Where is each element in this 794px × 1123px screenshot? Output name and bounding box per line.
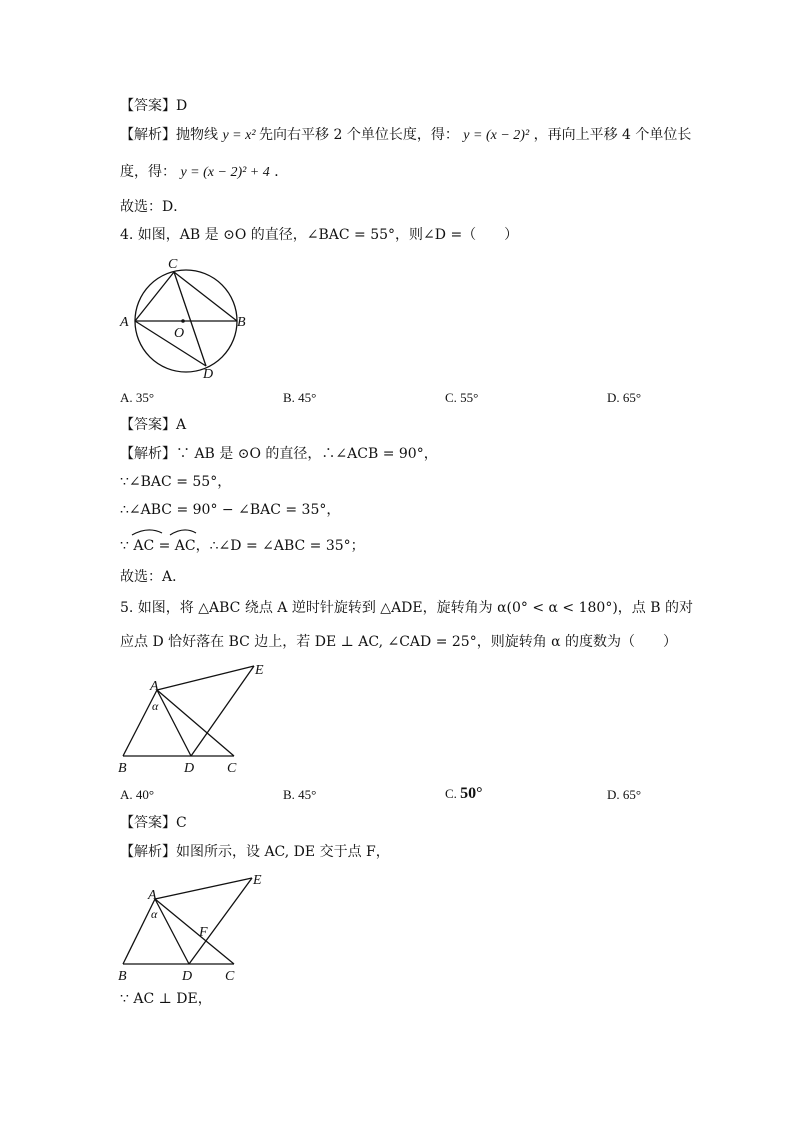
q3-analysis-text: 度，得： — [120, 164, 176, 180]
q5-option-b: B. 45° — [283, 787, 317, 802]
q3-equation-1: y = x² — [222, 128, 260, 143]
label-alpha: α — [151, 907, 158, 921]
q4-answer: 【答案】A — [120, 417, 187, 433]
label-o: O — [174, 326, 185, 341]
label-c: C — [227, 761, 237, 776]
q4-stem: 4. 如图，AB 是 ⊙O 的直径，∠BAC = 55°，则∠D =（ ） — [120, 227, 519, 243]
label-c: C — [225, 969, 235, 984]
label-b: B — [237, 315, 246, 330]
q3-analysis-text: 先向右平移 2 个单位长度，得： — [259, 127, 459, 143]
label-e: E — [253, 873, 262, 888]
q5-stem-line1: 5. 如图，将 △ABC 绕点 A 逆时针旋转到 △ADE，旋转角为 α(0° < α < 180°)，点 B 的对 — [120, 600, 693, 616]
label-e: E — [255, 663, 264, 678]
q5-option-d: D. 65° — [607, 787, 642, 802]
q5-analysis-line1: 【解析】如图所示，设 AC, DE 交于点 F， — [120, 844, 390, 860]
q4-option-b: B. 45° — [283, 390, 317, 405]
q4-conclusion: 故选：A． — [120, 569, 187, 585]
label-b: B — [118, 969, 127, 984]
q4-analysis-line: ∵∠BAC = 55°， — [120, 474, 232, 490]
q4-option-d: D. 65° — [607, 390, 642, 405]
q4-option-a: A. 35° — [120, 390, 155, 405]
label-b: B — [118, 761, 127, 776]
label-d: D — [184, 761, 195, 776]
label-a: A — [120, 315, 129, 330]
q5-stem-line2: 应点 D 恰好落在 BC 边上，若 DE ⊥ AC, ∠CAD = 25°，则旋转角 α 的度数为（ ） — [120, 634, 678, 650]
q3-analysis-text: 【解析】抛物线 — [120, 127, 218, 143]
q3-conclusion: 故选：D． — [120, 199, 188, 215]
q5-analysis-line2: ∵ AC ⊥ DE， — [120, 991, 212, 1007]
q3-answer: 【答案】D — [120, 98, 188, 114]
label-d: D — [203, 367, 214, 382]
label-a: A — [150, 679, 159, 694]
label-c: C — [168, 257, 178, 272]
q3-analysis-text: ． — [274, 164, 289, 180]
label-a: A — [148, 888, 157, 903]
q5-answer: 【答案】C — [120, 815, 187, 831]
label-alpha: α — [152, 699, 159, 713]
q5-option-c-prefix: C. — [445, 786, 457, 801]
q4-analysis-line: ∵ AC = AC，∴∠D = ∠ABC = 35°； — [120, 538, 365, 554]
q4-option-c: C. 55° — [445, 390, 479, 405]
label-f: F — [199, 925, 208, 940]
q4-analysis-line: 【解析】∵ AB 是 ⊙O 的直径，∴∠ACB = 90°， — [120, 446, 438, 462]
q3-analysis-text: ，再向上平移 4 个单位长 — [533, 127, 692, 143]
label-d: D — [182, 969, 193, 984]
q4-analysis-line: ∴∠ABC = 90° − ∠BAC = 35°， — [120, 502, 341, 518]
q3-equation-2: y = (x − 2)² — [463, 128, 530, 143]
q5-option-c-value: 50° — [460, 785, 483, 802]
q5-option-a: A. 40° — [120, 787, 155, 802]
q3-equation-3: y = (x − 2)² + 4 — [180, 165, 270, 180]
